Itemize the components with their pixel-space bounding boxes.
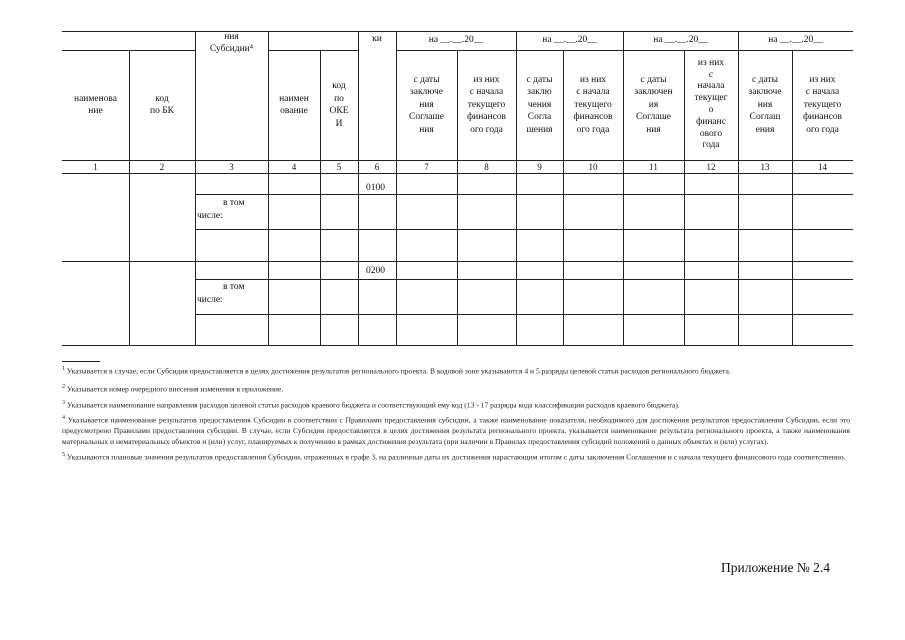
including-label: в том числе: bbox=[197, 198, 245, 221]
footnote-2 bbox=[62, 382, 850, 395]
header-p1-since-year-start: из них с начала текущего финансов ого года bbox=[466, 74, 507, 135]
footnote-text: Указывается номер очередного внесения изменения в приложение. bbox=[66, 384, 284, 394]
footnote-5 bbox=[62, 450, 850, 463]
footnote-mark: 3 bbox=[62, 399, 65, 406]
column-number: 6 bbox=[374, 162, 380, 172]
row-line bbox=[195, 229, 853, 230]
footnote-text: Указывается в случае, если Субсидия предоставляется в целях достижения результатов регионального проекта. В кодовой зоне указываются 4 и 5 разряды целевой статьи расходов регионального бюджета. bbox=[66, 366, 731, 376]
header-budget-code: код по БК bbox=[149, 93, 174, 116]
header-project-name: наименова ние bbox=[73, 93, 118, 116]
footnote-text: Указывается наименование результатов предоставления Субсидии в соответствии с Правилами предоставления субсидии, а также наименование показателя, необходимого для достижения результатов предоставления Субсидии, если это предусмотрено Правилами предоставления субсидии. В случае, если Субсидия предоставляется в целях достижения результата регионального проекта, указывается наименование результата регионального проекта, а также наименования материальных и нематериальных объектов и (или) услуг, планируемых к получению в рамках достижения результата (при наличии в Правилах предоставления субсидий положений о данных объектах и (или) услугах). bbox=[62, 416, 851, 446]
header-period-3: на __.__.20__ bbox=[653, 35, 708, 46]
footnote-text: Указывается наименование направления расходов целевой статьи расходов краевого бюджета и соответствующий ему код (13 - 17 разряды кода классификации расходов краевого бюджета). bbox=[66, 400, 680, 410]
header-period-1: на __.__.20__ bbox=[428, 35, 484, 46]
col-line bbox=[358, 31, 359, 345]
row-line bbox=[195, 314, 853, 315]
footnote-3 bbox=[62, 398, 850, 411]
column-number: 7 bbox=[424, 162, 429, 172]
line-code-0200: 0200 bbox=[366, 266, 385, 276]
column-number: 2 bbox=[159, 162, 165, 172]
including-label: в том числе: bbox=[197, 282, 245, 305]
header-p4-since-year-start: из них с начала текущего финансов ого года bbox=[802, 74, 843, 135]
table-bottom-border bbox=[62, 345, 853, 346]
header-okei-code: код по ОКЕ И bbox=[329, 81, 349, 129]
column-number: 10 bbox=[588, 162, 598, 172]
header-period-4: на __.__.20__ bbox=[768, 35, 823, 46]
header-p2-since-year-start: из них с начала текущего финансов ого года bbox=[573, 74, 613, 135]
column-number: 1 bbox=[93, 162, 98, 172]
header-p4-since-signing: с даты заключе ния Соглаш ения bbox=[748, 74, 782, 135]
column-number: 3 bbox=[229, 162, 234, 172]
header-code-line: ки bbox=[372, 34, 382, 44]
column-number: 5 bbox=[336, 162, 342, 172]
column-number: 8 bbox=[484, 162, 489, 172]
row-line bbox=[195, 194, 853, 195]
column-number: 14 bbox=[818, 162, 827, 172]
column-number: 9 bbox=[537, 162, 542, 172]
footnote-text: Указываются плановые значения результатов предоставления Субсидии, отраженных в графе 3, на различные даты их достижения нарастающим итогом с даты заключения Соглашения и с начала текущего финансового года соответственно. bbox=[66, 452, 846, 462]
footnote-mark: 1 bbox=[62, 366, 65, 372]
header-unit-name: наимен ование bbox=[279, 93, 309, 116]
footnote-mark: 4 bbox=[62, 415, 65, 422]
footnotes bbox=[62, 361, 850, 466]
header-p3-since-year-start: из них с начала текущег о финанс ового года bbox=[694, 57, 728, 151]
line-code-0100: 0100 bbox=[366, 183, 385, 193]
header-p2-since-signing: с даты заклю чения Согла шения bbox=[526, 74, 553, 135]
column-number: 11 bbox=[649, 162, 658, 172]
footnote-4 bbox=[62, 413, 850, 446]
header-p3-since-signing: с даты заключен ия Соглаше ния bbox=[634, 74, 673, 135]
column-number: 13 bbox=[760, 162, 770, 172]
footnote-mark: 2 bbox=[62, 383, 65, 390]
appendix-label: Приложение № 2.4 bbox=[721, 560, 830, 575]
column-number: 12 bbox=[706, 162, 716, 172]
header-p1-since-signing: с даты заключе ния Соглаше ния bbox=[409, 74, 444, 135]
footnote-mark: 5 bbox=[62, 451, 65, 458]
column-number: 4 bbox=[291, 162, 297, 172]
row-line bbox=[195, 279, 853, 280]
footnote-1 bbox=[62, 364, 850, 377]
header-result-name: ния Субсидии⁴ bbox=[209, 31, 254, 54]
col-line bbox=[195, 31, 196, 345]
header-period-2: на __.__.20__ bbox=[542, 35, 597, 46]
